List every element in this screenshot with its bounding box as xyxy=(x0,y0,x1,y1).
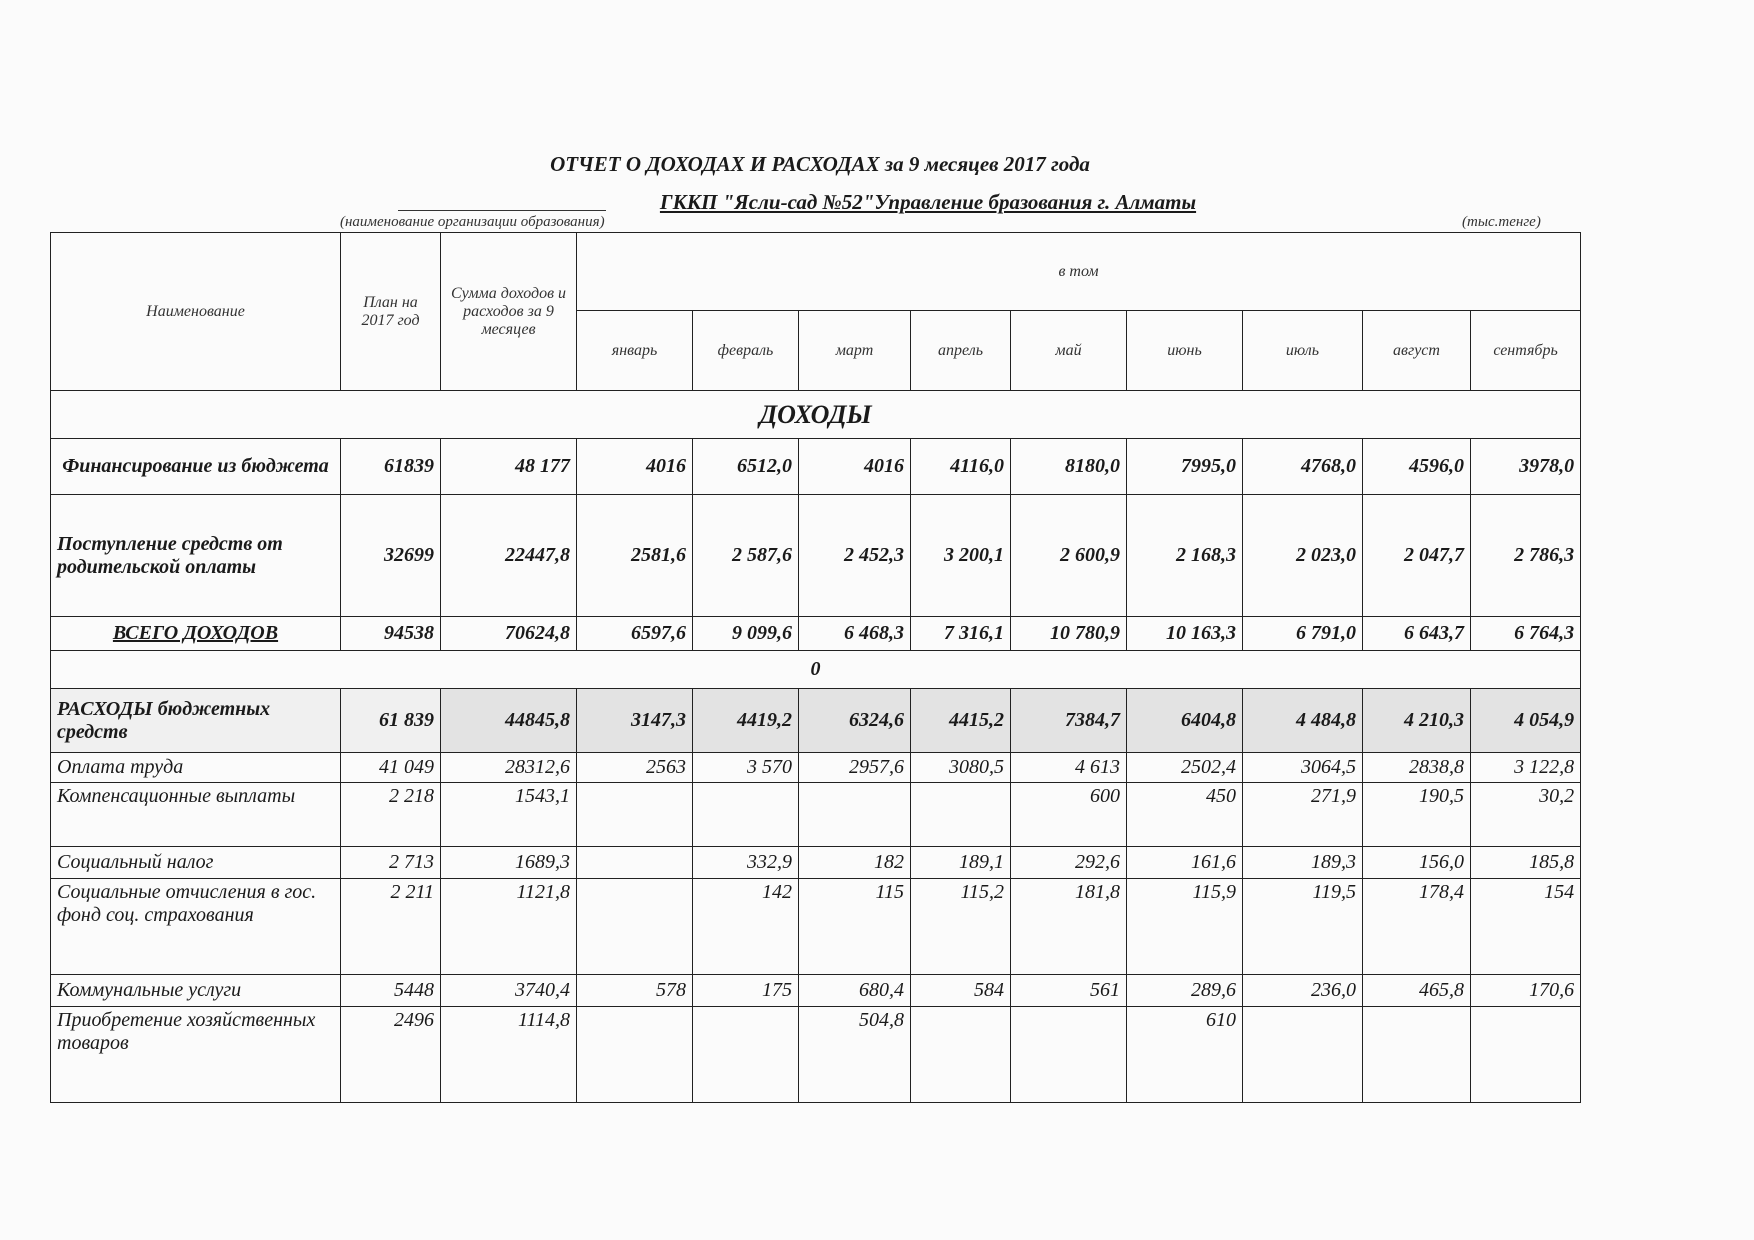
organization-name: ГККП "Ясли-сад №52"Управление бразования г. Алматы xyxy=(659,190,1197,214)
month-cell: 7995,0 xyxy=(1127,439,1243,495)
month-cell: 3 200,1 xyxy=(911,495,1011,617)
report-table xyxy=(50,232,1581,1103)
month-cell: 6404,8 xyxy=(1127,689,1243,753)
month-cell: 289,6 xyxy=(1127,975,1243,1007)
month-cell: 6 791,0 xyxy=(1243,617,1363,651)
row-name: Социальные отчисления в гос. фонд соц. страхования xyxy=(51,879,341,975)
month-cell: 610 xyxy=(1127,1007,1243,1103)
month-cell: 142 xyxy=(693,879,799,975)
month-cell xyxy=(693,1007,799,1103)
month-cell: 2581,6 xyxy=(577,495,693,617)
month-cell: 2563 xyxy=(577,753,693,783)
month-cell: 185,8 xyxy=(1471,847,1581,879)
sum-cell: 22447,8 xyxy=(441,495,577,617)
table-row xyxy=(51,1007,1581,1103)
month-cell: 236,0 xyxy=(1243,975,1363,1007)
month-cell: 4 484,8 xyxy=(1243,689,1363,753)
month-cell: 6324,6 xyxy=(799,689,911,753)
month-cell: 170,6 xyxy=(1471,975,1581,1007)
plan-cell: 61839 xyxy=(341,439,441,495)
month-cell xyxy=(911,783,1011,847)
month-cell: 3 122,8 xyxy=(1471,753,1581,783)
table-row xyxy=(51,783,1581,847)
row-name: Финансирование из бюджета xyxy=(51,439,341,495)
row-name: ВСЕГО ДОХОДОВ xyxy=(51,617,341,651)
month-cell: 2 023,0 xyxy=(1243,495,1363,617)
month-cell: 182 xyxy=(799,847,911,879)
month-cell: 600 xyxy=(1011,783,1127,847)
month-cell: 6512,0 xyxy=(693,439,799,495)
header-plan: План на 2017 год xyxy=(341,233,441,391)
table-row xyxy=(51,495,1581,617)
month-cell: 3080,5 xyxy=(911,753,1011,783)
organization-note: (наименование организации образования) xyxy=(340,214,605,230)
month-cell: 189,1 xyxy=(911,847,1011,879)
month-cell: 115,2 xyxy=(911,879,1011,975)
month-cell: 189,3 xyxy=(1243,847,1363,879)
table-row xyxy=(51,975,1581,1007)
month-cell: 10 780,9 xyxy=(1011,617,1127,651)
month-cell: 578 xyxy=(577,975,693,1007)
unit-note: (тыс.тенге) xyxy=(1462,214,1541,230)
month-cell: 680,4 xyxy=(799,975,911,1007)
header-month: май xyxy=(1011,311,1127,391)
month-cell: 504,8 xyxy=(799,1007,911,1103)
month-cell: 584 xyxy=(911,975,1011,1007)
sum-cell: 70624,8 xyxy=(441,617,577,651)
month-cell: 6 468,3 xyxy=(799,617,911,651)
plan-cell: 5448 xyxy=(341,975,441,1007)
plan-cell: 94538 xyxy=(341,617,441,651)
month-cell: 7384,7 xyxy=(1011,689,1127,753)
month-cell: 2838,8 xyxy=(1363,753,1471,783)
month-cell: 154 xyxy=(1471,879,1581,975)
month-cell: 156,0 xyxy=(1363,847,1471,879)
table-row xyxy=(51,689,1581,753)
month-cell: 119,5 xyxy=(1243,879,1363,975)
header-group: в том xyxy=(577,233,1581,311)
table-row xyxy=(51,847,1581,879)
month-cell: 175 xyxy=(693,975,799,1007)
month-cell: 4016 xyxy=(577,439,693,495)
plan-cell: 2 713 xyxy=(341,847,441,879)
month-cell: 3064,5 xyxy=(1243,753,1363,783)
month-cell: 4 054,9 xyxy=(1471,689,1581,753)
month-cell: 3 570 xyxy=(693,753,799,783)
header-month: март xyxy=(799,311,911,391)
row-name: РАСХОДЫ бюджетных средств xyxy=(51,689,341,753)
header-month: июнь xyxy=(1127,311,1243,391)
month-cell xyxy=(577,879,693,975)
income-section-title: ДОХОДЫ xyxy=(51,391,1581,439)
month-cell: 4415,2 xyxy=(911,689,1011,753)
month-cell: 10 163,3 xyxy=(1127,617,1243,651)
underline-divider xyxy=(398,210,606,211)
month-cell: 4116,0 xyxy=(911,439,1011,495)
header-month: июль xyxy=(1243,311,1363,391)
month-cell: 190,5 xyxy=(1363,783,1471,847)
table-row xyxy=(51,617,1581,651)
month-cell: 6 643,7 xyxy=(1363,617,1471,651)
header-month: апрель xyxy=(911,311,1011,391)
month-cell: 4 210,3 xyxy=(1363,689,1471,753)
month-cell: 115,9 xyxy=(1127,879,1243,975)
month-cell xyxy=(911,1007,1011,1103)
header-name: Наименование xyxy=(51,233,341,391)
plan-cell: 41 049 xyxy=(341,753,441,783)
month-cell xyxy=(577,847,693,879)
month-cell: 2502,4 xyxy=(1127,753,1243,783)
month-cell: 2 600,9 xyxy=(1011,495,1127,617)
month-cell: 6 764,3 xyxy=(1471,617,1581,651)
table-row xyxy=(51,439,1581,495)
month-cell: 2 786,3 xyxy=(1471,495,1581,617)
month-cell: 181,8 xyxy=(1011,879,1127,975)
row-name: Коммунальные услуги xyxy=(51,975,341,1007)
month-cell xyxy=(799,783,911,847)
month-cell: 8180,0 xyxy=(1011,439,1127,495)
plan-cell: 2 211 xyxy=(341,879,441,975)
section-divider: 0 xyxy=(51,651,1581,689)
row-name: Приобретение хозяйственных товаров xyxy=(51,1007,341,1103)
month-cell: 450 xyxy=(1127,783,1243,847)
month-cell xyxy=(1011,1007,1127,1103)
month-cell xyxy=(1243,1007,1363,1103)
month-cell: 271,9 xyxy=(1243,783,1363,847)
month-cell: 3147,3 xyxy=(577,689,693,753)
month-cell: 332,9 xyxy=(693,847,799,879)
month-cell: 2957,6 xyxy=(799,753,911,783)
month-cell: 4419,2 xyxy=(693,689,799,753)
table-row xyxy=(51,753,1581,783)
row-name: Социальный налог xyxy=(51,847,341,879)
month-cell: 2 587,6 xyxy=(693,495,799,617)
header-month: январь xyxy=(577,311,693,391)
month-cell: 4596,0 xyxy=(1363,439,1471,495)
month-cell: 2 452,3 xyxy=(799,495,911,617)
month-cell xyxy=(1471,1007,1581,1103)
month-cell xyxy=(577,783,693,847)
month-cell: 6597,6 xyxy=(577,617,693,651)
month-cell: 7 316,1 xyxy=(911,617,1011,651)
month-cell: 4768,0 xyxy=(1243,439,1363,495)
sum-cell: 1543,1 xyxy=(441,783,577,847)
month-cell: 178,4 xyxy=(1363,879,1471,975)
row-name: Компенсационные выплаты xyxy=(51,783,341,847)
table-row xyxy=(51,879,1581,975)
month-cell: 4 613 xyxy=(1011,753,1127,783)
month-cell: 2 168,3 xyxy=(1127,495,1243,617)
row-name: Поступление средств от родительской оплаты xyxy=(51,495,341,617)
header-month: август xyxy=(1363,311,1471,391)
month-cell: 4016 xyxy=(799,439,911,495)
header-month: сентябрь xyxy=(1471,311,1581,391)
plan-cell: 61 839 xyxy=(341,689,441,753)
sum-cell: 1689,3 xyxy=(441,847,577,879)
month-cell: 9 099,6 xyxy=(693,617,799,651)
month-cell: 30,2 xyxy=(1471,783,1581,847)
plan-cell: 2496 xyxy=(341,1007,441,1103)
month-cell xyxy=(1363,1007,1471,1103)
month-cell xyxy=(577,1007,693,1103)
month-cell: 2 047,7 xyxy=(1363,495,1471,617)
sum-cell: 28312,6 xyxy=(441,753,577,783)
row-name: Оплата труда xyxy=(51,753,341,783)
month-cell: 292,6 xyxy=(1011,847,1127,879)
sum-cell: 44845,8 xyxy=(441,689,577,753)
month-cell xyxy=(693,783,799,847)
month-cell: 115 xyxy=(799,879,911,975)
sum-cell: 1114,8 xyxy=(441,1007,577,1103)
month-cell: 465,8 xyxy=(1363,975,1471,1007)
sum-cell: 48 177 xyxy=(441,439,577,495)
report-title: ОТЧЕТ О ДОХОДАХ И РАСХОДАХ за 9 месяцев 2017 года xyxy=(550,152,1090,176)
plan-cell: 2 218 xyxy=(341,783,441,847)
plan-cell: 32699 xyxy=(341,495,441,617)
sum-cell: 3740,4 xyxy=(441,975,577,1007)
month-cell: 3978,0 xyxy=(1471,439,1581,495)
sum-cell: 1121,8 xyxy=(441,879,577,975)
month-cell: 561 xyxy=(1011,975,1127,1007)
header-sum: Сумма доходов и расходов за 9 месяцев xyxy=(441,233,577,391)
month-cell: 161,6 xyxy=(1127,847,1243,879)
header-month: февраль xyxy=(693,311,799,391)
